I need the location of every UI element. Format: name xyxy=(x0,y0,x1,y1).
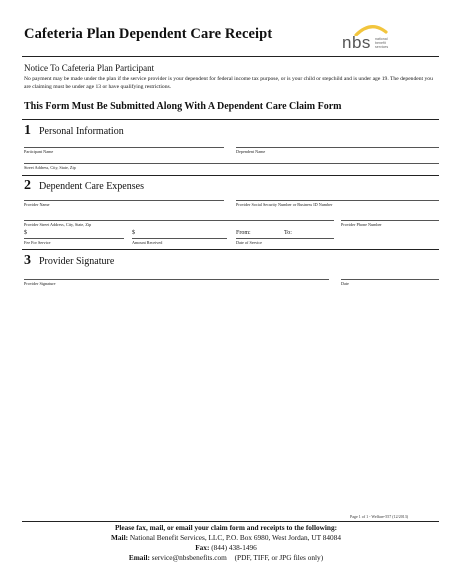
provider-phone-label: Provider Phone Number xyxy=(341,222,382,227)
participant-name-field[interactable] xyxy=(24,147,224,148)
header-divider xyxy=(22,56,439,57)
footer-email: Email: service@nbsbenefits.com (PDF, TIFF, or JPG files only) xyxy=(128,553,324,562)
footer-instructions: Please fax, mail, or email your claim form and receipts to the following: xyxy=(114,523,338,532)
section-3-header xyxy=(24,251,114,269)
page-number: Page 1 of 1 - Welfare-557 (12/2013) xyxy=(350,514,409,519)
section-divider xyxy=(22,249,439,250)
date-of-service-field[interactable] xyxy=(236,238,334,239)
nbs-logo xyxy=(340,24,410,54)
footer-divider xyxy=(22,521,439,522)
footer-mail: Mail: National Benefit Services, LLC, P.O. Box 6980, West Jordan, UT 84084 xyxy=(111,533,341,542)
section-number: 2 xyxy=(24,178,31,193)
email-link[interactable]: service@nbsbenefits.com xyxy=(151,553,227,562)
section-number: 3 xyxy=(24,253,31,268)
amount-dollar-sign: $ xyxy=(132,230,135,236)
provider-ssn-field[interactable] xyxy=(236,200,439,201)
provider-address-label: Provider Street Address, City, State, Zip xyxy=(24,222,92,227)
provider-phone-field[interactable] xyxy=(341,220,439,221)
footer-fax: Fax: (844) 438-1496 xyxy=(195,543,257,552)
dependent-name-field[interactable] xyxy=(236,147,439,148)
provider-address-field[interactable] xyxy=(24,220,334,221)
street-address-label: Street Address, City, State, Zip xyxy=(24,165,76,170)
section-title: Provider Signature xyxy=(39,256,115,267)
provider-name-label: Provider Name xyxy=(24,202,50,207)
amount-label: Amount Received xyxy=(132,240,163,245)
provider-signature-label: Provider Signature xyxy=(24,281,56,286)
date-of-service-label: Date of Service xyxy=(236,240,263,245)
notice-body: No payment may be made under the plan if the service provider is your dependent for federal income tax purpose, or is your child or stepchild and is under age 19. The dependent you are claiming must be under age 13 or have qualifying restrictions. xyxy=(24,76,433,91)
section-number: 1 xyxy=(24,123,31,138)
submit-heading: This Form Must Be Submitted Along With A Dependent Care Claim Form xyxy=(24,101,342,112)
provider-ssn-label: Provider Social Security Number or Business ID Number xyxy=(236,202,333,207)
dependent-name-label: Dependent Name xyxy=(236,149,266,154)
section-title: Dependent Care Expenses xyxy=(39,181,144,192)
page-title: Cafeteria Plan Dependent Care Receipt xyxy=(24,26,273,42)
logo-tagline: national benefit services xyxy=(375,37,389,50)
fee-dollar-sign: $ xyxy=(24,230,27,236)
street-address-field[interactable] xyxy=(24,163,439,164)
to-label: To: xyxy=(284,230,292,236)
logo-wordmark: nbs xyxy=(342,33,371,52)
provider-name-field[interactable] xyxy=(24,200,224,201)
section-2-header xyxy=(24,176,144,194)
fee-field[interactable] xyxy=(24,238,124,239)
section-title: Personal Information xyxy=(39,126,124,137)
signature-date-label: Date xyxy=(341,281,349,286)
amount-field[interactable] xyxy=(132,238,227,239)
section-divider xyxy=(22,119,439,120)
participant-name-label: Participant Name xyxy=(24,149,54,154)
fee-label: Fee For Service xyxy=(24,240,51,245)
from-label: From: xyxy=(236,230,251,236)
provider-signature-field[interactable] xyxy=(24,279,329,280)
signature-date-field[interactable] xyxy=(341,279,439,280)
notice-title: Notice To Cafeteria Plan Participant xyxy=(24,63,155,73)
section-1-header xyxy=(24,121,124,139)
